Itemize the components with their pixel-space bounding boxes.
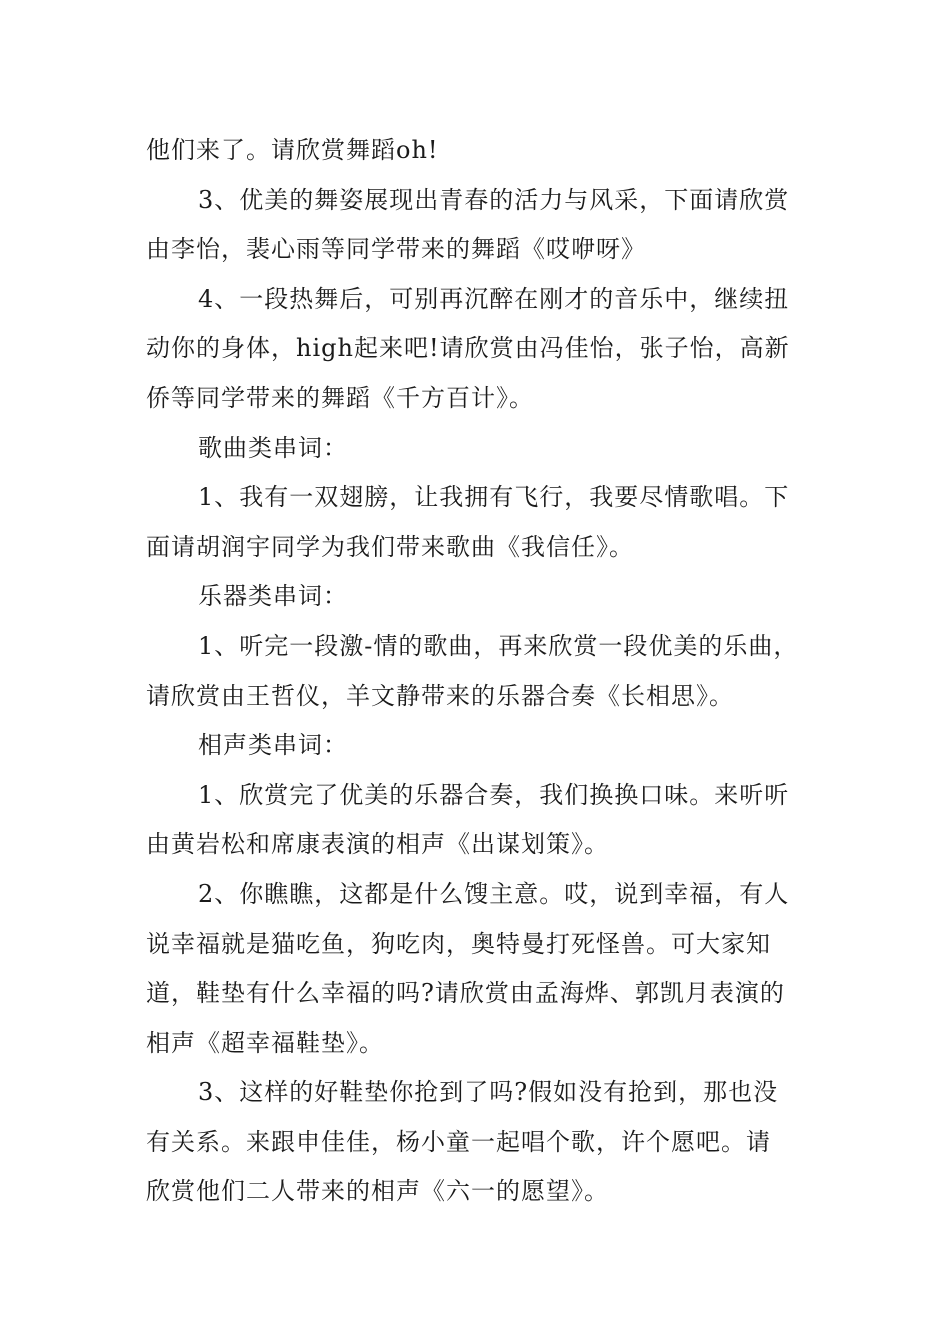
text-line: 有关系。来跟申佳佳，杨小童一起唱个歌，许个愿吧。请 — [146, 1127, 771, 1156]
text-line: 道，鞋垫有什么幸福的吗?请欣赏由孟海烨、郭凯月表演的 — [146, 979, 785, 1008]
text-line: 欣赏他们二人带来的相声《六一的愿望》。 — [146, 1177, 609, 1206]
text-line: 他们来了。请欣赏舞蹈oh! — [146, 136, 439, 164]
text-line: 1、我有一双翅膀，让我拥有飞行，我要尽情歌唱。下 — [198, 483, 790, 512]
text-line: 1、听完一段激-情的歌曲，再来欣赏一段优美的乐曲， — [198, 631, 799, 660]
text-line: 说幸福就是猫吃鱼，狗吃肉，奥特曼打死怪兽。可大家知 — [146, 929, 771, 958]
document-body — [146, 126, 808, 1217]
text-line: 4、一段热舞后，可别再沉醉在刚才的音乐中，继续扭 — [198, 284, 790, 313]
text-line: 1、欣赏完了优美的乐器合奏，我们换换口味。来听听 — [198, 780, 790, 809]
text-line: 2、你瞧瞧，这都是什么馊主意。哎，说到幸福，有人 — [198, 879, 790, 908]
text-line: 3、优美的舞姿展现出青春的活力与风采，下面请欣赏 — [198, 185, 790, 214]
text-line: 相声《超幸福鞋垫》。 — [146, 1028, 384, 1057]
text-line: 请欣赏由王哲仪，羊文静带来的乐器合奏《长相思》。 — [146, 681, 734, 710]
text-line: 由黄岩松和席康表演的相声《出谋划策》。 — [146, 830, 609, 859]
text-line: 侨等同学带来的舞蹈《千方百计》。 — [146, 383, 534, 412]
text-line: 3、这样的好鞋垫你抢到了吗?假如没有抢到，那也没 — [198, 1078, 779, 1107]
text-line: 面请胡润宇同学为我们带来歌曲《我信任》。 — [146, 532, 634, 561]
section-heading-instruments: 乐器类串词： — [198, 582, 348, 611]
section-heading-crosstalk: 相声类串词： — [198, 731, 348, 760]
section-heading-songs: 歌曲类串词： — [198, 433, 348, 462]
text-line: 动你的身体，high起来吧!请欣赏由冯佳怡，张子怡，高新 — [146, 334, 790, 363]
text-line: 由李怡，裴心雨等同学带来的舞蹈《哎咿呀》 — [146, 235, 646, 264]
